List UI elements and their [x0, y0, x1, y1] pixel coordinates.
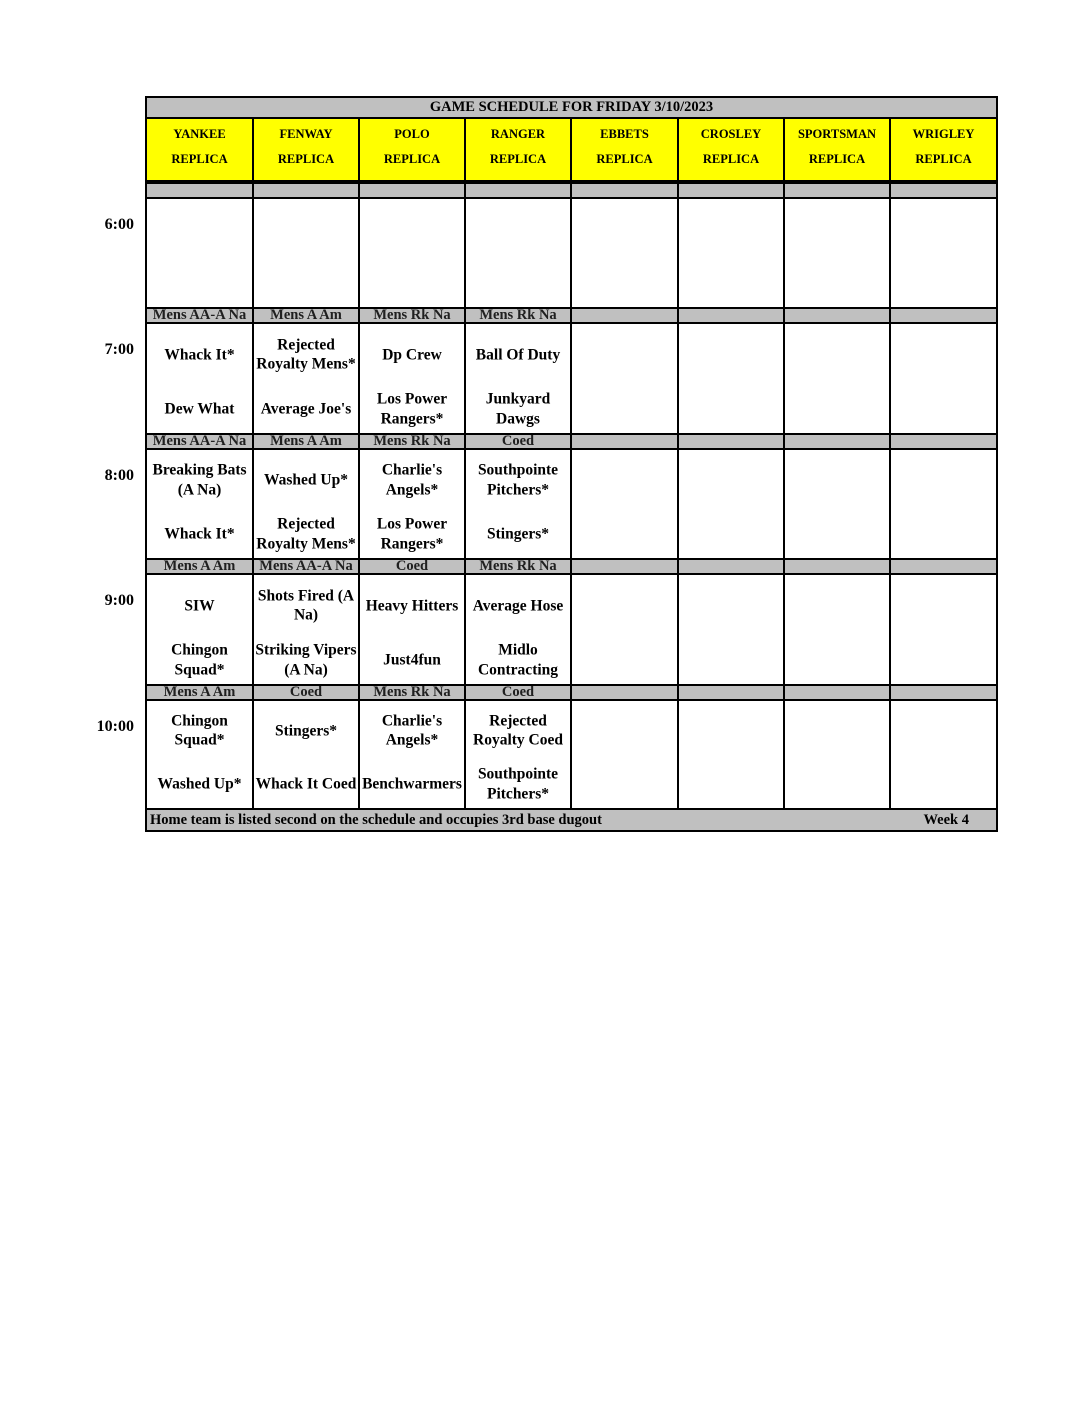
game-cell — [889, 450, 998, 558]
game-cell — [252, 450, 358, 558]
home-team: Rejected Royalty Mens* — [256, 515, 356, 553]
division-label: Mens Rk Na — [358, 684, 464, 701]
home-team: Southpointe Pitchers* — [477, 765, 559, 803]
home-team: Average Joe's — [260, 400, 352, 418]
away-team: Washed Up* — [264, 471, 348, 489]
schedule-footer — [145, 808, 998, 832]
away-team: Southpointe Pitchers* — [477, 461, 559, 499]
away-team: Shots Fired (A Na) — [257, 587, 355, 624]
game-cell — [464, 450, 570, 558]
game-cell — [570, 701, 677, 808]
game-cell — [358, 199, 464, 307]
away-team: Charlie's Angels* — [381, 461, 443, 499]
division-label: Mens A Am — [145, 558, 252, 575]
field-type: REPLICA — [171, 152, 228, 166]
division-label — [570, 307, 677, 324]
game-cell — [677, 324, 783, 433]
field-name: CROSLEY — [700, 127, 762, 141]
field-header-yankee — [145, 119, 252, 182]
division-label: Mens Rk Na — [358, 433, 464, 450]
time-slot-label: 6:00 — [104, 216, 134, 233]
field-type: REPLICA — [915, 152, 972, 166]
division-label: Mens Rk Na — [358, 307, 464, 324]
game-cell — [570, 450, 677, 558]
game-cell — [783, 701, 889, 808]
game-cell — [889, 701, 998, 808]
division-label — [783, 307, 889, 324]
game-cell — [252, 701, 358, 808]
division-label — [570, 433, 677, 450]
field-type: REPLICA — [489, 152, 547, 166]
game-cell — [252, 199, 358, 307]
division-label: Mens Rk Na — [464, 307, 570, 324]
division-label — [677, 307, 783, 324]
home-team: Washed Up* — [157, 775, 242, 793]
field-name: WRIGLEY — [912, 127, 975, 141]
division-label — [889, 307, 998, 324]
division-label — [464, 182, 570, 199]
game-cell — [783, 199, 889, 307]
game-cell — [783, 450, 889, 558]
division-label: Mens AA-A Na — [145, 433, 252, 450]
home-team: Whack It Coed — [255, 775, 357, 793]
field-header-wrigley — [889, 119, 998, 182]
division-label: Coed — [464, 433, 570, 450]
division-label — [358, 182, 464, 199]
game-cell — [358, 324, 464, 433]
division-label — [889, 182, 998, 199]
time-slot-label: 7:00 — [104, 341, 134, 358]
division-label: Mens A Am — [145, 684, 252, 701]
division-label — [889, 558, 998, 575]
game-cell — [145, 450, 252, 558]
game-cell — [677, 450, 783, 558]
field-header-fenway — [252, 119, 358, 182]
schedule-title: GAME SCHEDULE FOR FRIDAY 3/10/2023 — [145, 96, 998, 119]
game-cell — [570, 199, 677, 307]
field-type: REPLICA — [383, 152, 441, 166]
home-team: Just4fun — [383, 651, 441, 669]
home-team: Midlo Contracting — [477, 641, 559, 679]
home-team: Striking Vipers (A Na) — [255, 641, 357, 679]
game-cell — [677, 701, 783, 808]
week-label: Week 4 — [923, 812, 969, 828]
game-cell — [570, 324, 677, 433]
field-type: REPLICA — [596, 152, 653, 166]
division-label: Mens AA-A Na — [145, 307, 252, 324]
division-label — [783, 684, 889, 701]
field-header-crosley — [677, 119, 783, 182]
home-team: Junkyard Dawgs — [485, 390, 551, 428]
game-cell — [145, 575, 252, 684]
away-team: Whack It* — [164, 345, 235, 363]
home-team: Dew What — [164, 400, 235, 418]
game-cell — [677, 199, 783, 307]
away-team: Chingon Squad* — [171, 712, 228, 749]
time-slot-label: 9:00 — [104, 592, 134, 609]
field-name: FENWAY — [279, 127, 333, 141]
field-type: REPLICA — [808, 152, 866, 166]
division-label — [783, 433, 889, 450]
home-team-note: Home team is listed second on the schedule and occupies 3rd base dugout — [150, 812, 602, 828]
division-label: Mens A Am — [252, 307, 358, 324]
field-name: YANKEE — [173, 127, 226, 141]
field-type: REPLICA — [277, 152, 335, 166]
game-cell — [252, 324, 358, 433]
home-team: Los Power Rangers* — [376, 515, 448, 553]
field-name: RANGER — [490, 127, 546, 141]
division-label — [252, 182, 358, 199]
game-cell — [252, 575, 358, 684]
home-team: Stingers* — [487, 525, 549, 543]
home-team: Los Power Rangers* — [376, 390, 448, 428]
game-cell — [889, 575, 998, 684]
division-label: Mens AA-A Na — [252, 558, 358, 575]
field-type: REPLICA — [702, 152, 760, 166]
division-label: Mens A Am — [252, 433, 358, 450]
game-cell — [464, 324, 570, 433]
division-label: Coed — [464, 684, 570, 701]
away-team: Rejected Royalty Coed — [473, 712, 563, 749]
division-label — [889, 433, 998, 450]
game-cell — [358, 701, 464, 808]
game-cell — [889, 199, 998, 307]
division-label — [889, 684, 998, 701]
time-slot-label: 8:00 — [104, 467, 134, 484]
game-cell — [889, 324, 998, 433]
game-cell — [145, 701, 252, 808]
field-name: POLO — [394, 127, 430, 141]
game-cell — [783, 324, 889, 433]
game-cell — [783, 575, 889, 684]
away-team: Rejected Royalty Mens* — [256, 336, 356, 373]
division-label — [570, 684, 677, 701]
division-label — [677, 433, 783, 450]
away-team: SIW — [184, 596, 215, 614]
field-header-ranger — [464, 119, 570, 182]
game-cell — [358, 575, 464, 684]
division-label — [570, 558, 677, 575]
field-header-sportsman — [783, 119, 889, 182]
away-team: Heavy Hitters — [365, 596, 459, 614]
away-team: Average Hose — [472, 596, 564, 614]
away-team: Stingers* — [275, 722, 337, 740]
away-team: Breaking Bats (A Na) — [152, 461, 247, 499]
away-team: Ball Of Duty — [475, 345, 561, 363]
home-team: Chingon Squad* — [171, 641, 228, 679]
game-cell — [464, 199, 570, 307]
game-cell — [145, 324, 252, 433]
field-header-polo — [358, 119, 464, 182]
division-label — [677, 684, 783, 701]
division-label — [570, 182, 677, 199]
home-team: Benchwarmers — [362, 775, 462, 793]
division-label — [677, 182, 783, 199]
home-team: Whack It* — [164, 525, 235, 543]
game-cell — [464, 575, 570, 684]
game-cell — [145, 199, 252, 307]
division-label — [145, 182, 252, 199]
game-cell — [358, 450, 464, 558]
field-name: SPORTSMAN — [797, 127, 877, 141]
division-label — [783, 558, 889, 575]
division-label: Coed — [252, 684, 358, 701]
game-cell — [464, 701, 570, 808]
field-name: EBBETS — [600, 127, 649, 141]
away-team: Dp Crew — [382, 345, 442, 363]
field-header-ebbets — [570, 119, 677, 182]
game-cell — [677, 575, 783, 684]
away-team: Charlie's Angels* — [381, 712, 443, 749]
division-label: Coed — [358, 558, 464, 575]
division-label — [677, 558, 783, 575]
division-label: Mens Rk Na — [464, 558, 570, 575]
division-label — [783, 182, 889, 199]
time-slot-label: 10:00 — [96, 718, 134, 735]
game-cell — [570, 575, 677, 684]
